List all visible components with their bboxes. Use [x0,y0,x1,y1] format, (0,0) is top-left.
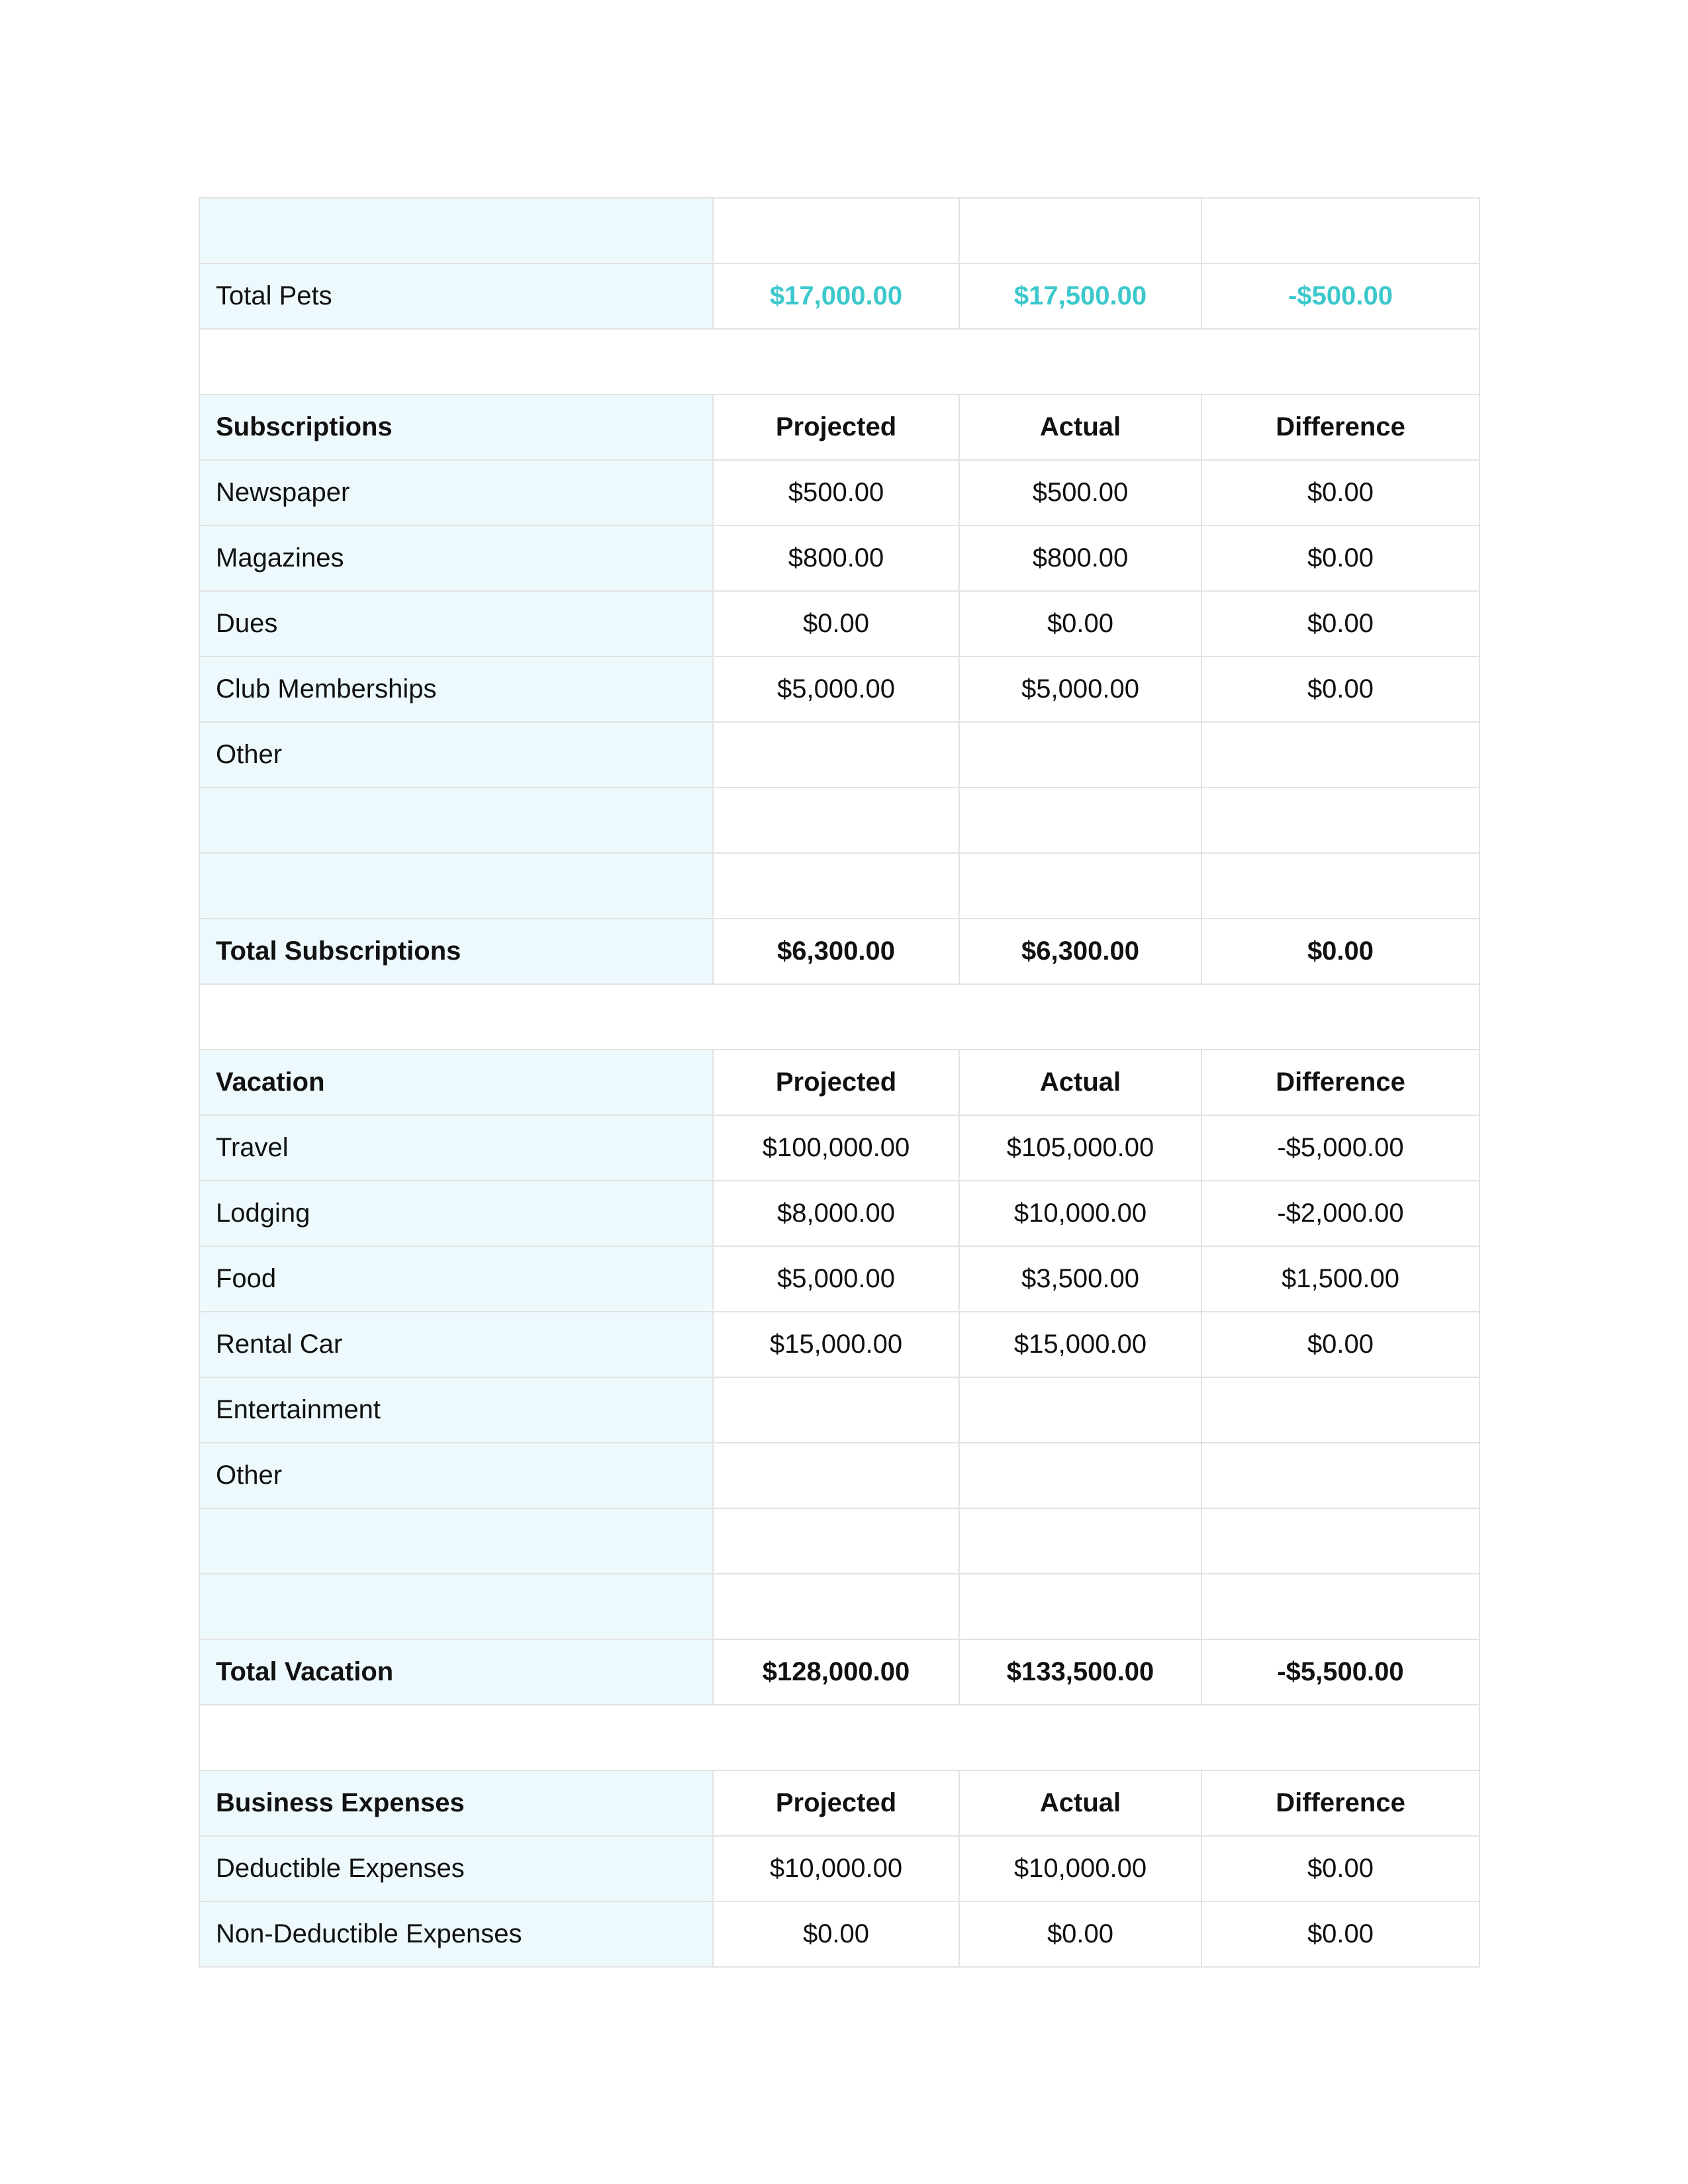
label-cell: Total Vacation [199,1639,713,1705]
projected-cell [713,1443,959,1508]
table-row-emphasis [199,1770,1479,1836]
actual-cell [959,1508,1201,1574]
actual-cell [959,722,1201,788]
actual-cell: $10,000.00 [959,1181,1201,1246]
projected-cell: $128,000.00 [713,1639,959,1705]
difference-cell: -$5,000.00 [1201,1115,1479,1181]
difference-cell: $0.00 [1201,591,1479,657]
table-row-emphasis [199,919,1479,984]
difference-cell: $0.00 [1201,657,1479,722]
projected-cell [713,198,959,263]
table-row [199,1443,1479,1508]
projected-cell: $100,000.00 [713,1115,959,1181]
difference-cell: $0.00 [1201,525,1479,591]
table-row [199,1246,1479,1312]
difference-cell [1201,1508,1479,1574]
label-cell: Entertainment [199,1377,713,1443]
table-row [199,1574,1479,1639]
actual-cell [959,1443,1201,1508]
actual-cell: $0.00 [959,1901,1201,1967]
projected-cell: $8,000.00 [713,1181,959,1246]
table-row [199,1836,1479,1901]
actual-cell: $15,000.00 [959,1312,1201,1377]
table-row [199,525,1479,591]
label-cell: Club Memberships [199,657,713,722]
label-cell [199,1508,713,1574]
table-row-emphasis [199,263,1479,329]
table-row [199,591,1479,657]
spacer-row [199,984,1479,1050]
label-cell [199,198,713,263]
label-cell: Travel [199,1115,713,1181]
table-row [199,1508,1479,1574]
projected-cell [713,722,959,788]
difference-cell: $0.00 [1201,460,1479,525]
label-cell: Total Pets [199,263,713,329]
label-cell: Subscriptions [199,394,713,460]
table-row [199,853,1479,919]
label-cell: Other [199,722,713,788]
table-row [199,1377,1479,1443]
label-cell [199,853,713,919]
actual-cell [959,853,1201,919]
projected-cell [713,1508,959,1574]
actual-cell: Actual [959,1050,1201,1115]
difference-cell: Difference [1201,1770,1479,1836]
budget-table-body [199,198,1479,1967]
table-row-emphasis [199,1050,1479,1115]
actual-cell: Actual [959,1770,1201,1836]
difference-cell: $0.00 [1201,1836,1479,1901]
table-row [199,657,1479,722]
projected-cell: $5,000.00 [713,1246,959,1312]
difference-cell: -$2,000.00 [1201,1181,1479,1246]
projected-cell: $800.00 [713,525,959,591]
difference-cell: -$5,500.00 [1201,1639,1479,1705]
projected-cell: Projected [713,1770,959,1836]
label-cell: Lodging [199,1181,713,1246]
actual-cell [959,198,1201,263]
table-row [199,1181,1479,1246]
spacer-row [199,1705,1479,1770]
spacer-row [199,329,1479,394]
difference-cell [1201,722,1479,788]
difference-cell [1201,1377,1479,1443]
projected-cell: Projected [713,394,959,460]
difference-cell [1201,198,1479,263]
spacer-cell [199,329,1479,394]
actual-cell: $6,300.00 [959,919,1201,984]
actual-cell: Actual [959,394,1201,460]
actual-cell: $3,500.00 [959,1246,1201,1312]
label-cell: Vacation [199,1050,713,1115]
difference-cell [1201,788,1479,853]
actual-cell [959,1377,1201,1443]
actual-cell: $105,000.00 [959,1115,1201,1181]
label-cell: Deductible Expenses [199,1836,713,1901]
actual-cell: $0.00 [959,591,1201,657]
actual-cell: $133,500.00 [959,1639,1201,1705]
projected-cell: $10,000.00 [713,1836,959,1901]
projected-cell: $15,000.00 [713,1312,959,1377]
projected-cell [713,788,959,853]
actual-cell: $500.00 [959,460,1201,525]
projected-cell: $17,000.00 [713,263,959,329]
projected-cell: $5,000.00 [713,657,959,722]
projected-cell [713,1574,959,1639]
projected-cell: $6,300.00 [713,919,959,984]
difference-cell: $0.00 [1201,1901,1479,1967]
actual-cell: $800.00 [959,525,1201,591]
table-row [199,198,1479,263]
label-cell: Other [199,1443,713,1508]
projected-cell [713,853,959,919]
label-cell: Food [199,1246,713,1312]
difference-cell: $0.00 [1201,1312,1479,1377]
label-cell [199,1574,713,1639]
difference-cell: $1,500.00 [1201,1246,1479,1312]
actual-cell: $5,000.00 [959,657,1201,722]
difference-cell [1201,1574,1479,1639]
label-cell: Rental Car [199,1312,713,1377]
table-row [199,1312,1479,1377]
spacer-cell [199,984,1479,1050]
projected-cell: Projected [713,1050,959,1115]
difference-cell [1201,853,1479,919]
label-cell: Total Subscriptions [199,919,713,984]
budget-table [199,197,1480,1968]
table-row [199,460,1479,525]
table-row-emphasis [199,394,1479,460]
actual-cell: $17,500.00 [959,263,1201,329]
label-cell: Non-Deductible Expenses [199,1901,713,1967]
table-row [199,722,1479,788]
actual-cell [959,1574,1201,1639]
difference-cell: $0.00 [1201,919,1479,984]
actual-cell [959,788,1201,853]
label-cell [199,788,713,853]
label-cell: Magazines [199,525,713,591]
spacer-cell [199,1705,1479,1770]
table-row [199,788,1479,853]
projected-cell: $0.00 [713,591,959,657]
projected-cell: $500.00 [713,460,959,525]
difference-cell [1201,1443,1479,1508]
table-row [199,1115,1479,1181]
difference-cell: Difference [1201,394,1479,460]
difference-cell: -$500.00 [1201,263,1479,329]
projected-cell: $0.00 [713,1901,959,1967]
label-cell: Newspaper [199,460,713,525]
table-row [199,1901,1479,1967]
difference-cell: Difference [1201,1050,1479,1115]
label-cell: Business Expenses [199,1770,713,1836]
projected-cell [713,1377,959,1443]
actual-cell: $10,000.00 [959,1836,1201,1901]
table-row-emphasis [199,1639,1479,1705]
label-cell: Dues [199,591,713,657]
